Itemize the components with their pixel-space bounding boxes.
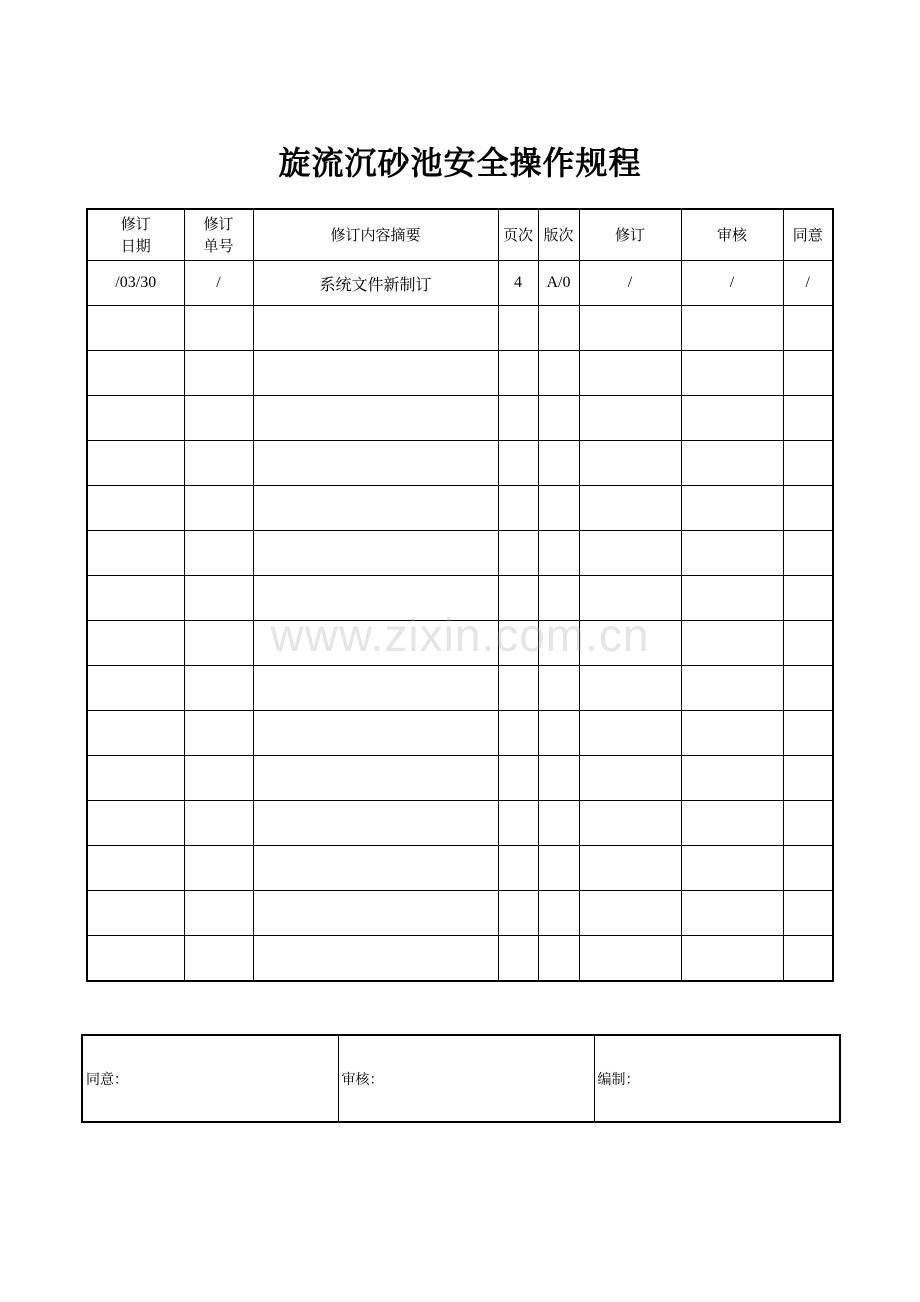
cell-revision-number <box>184 396 253 441</box>
cell-approved-by <box>783 531 833 576</box>
cell-revision-number <box>184 666 253 711</box>
table-row <box>87 531 833 576</box>
cell-reviewed-by <box>681 846 783 891</box>
cell-revision-summary <box>253 531 498 576</box>
signature-table <box>81 1034 841 1123</box>
revision-table-header-row <box>87 209 833 261</box>
cell-revision-number <box>184 531 253 576</box>
cell-version <box>538 396 579 441</box>
cell-approved-by <box>783 441 833 486</box>
cell-revision-date <box>87 711 184 756</box>
cell-revision-number <box>184 621 253 666</box>
cell-revision-number: / <box>184 261 253 306</box>
cell-revised-by <box>579 306 681 351</box>
approve-signature-field[interactable]: 同意： <box>82 1035 338 1122</box>
cell-revision-date <box>87 936 184 982</box>
cell-version <box>538 621 579 666</box>
cell-revision-summary <box>253 936 498 982</box>
cell-revised-by <box>579 756 681 801</box>
header-text: 日期 <box>120 237 151 255</box>
cell-page <box>498 711 538 756</box>
cell-approved-by <box>783 396 833 441</box>
cell-revision-summary <box>253 441 498 486</box>
cell-reviewed-by: / <box>681 261 783 306</box>
cell-revision-summary <box>253 576 498 621</box>
cell-page <box>498 666 538 711</box>
cell-revised-by <box>579 351 681 396</box>
cell-revision-date <box>87 891 184 936</box>
cell-page <box>498 846 538 891</box>
cell-revision-date <box>87 576 184 621</box>
cell-reviewed-by <box>681 531 783 576</box>
cell-version: A/0 <box>538 261 579 306</box>
cell-page <box>498 396 538 441</box>
cell-reviewed-by <box>681 351 783 396</box>
cell-reviewed-by <box>681 891 783 936</box>
cell-page <box>498 936 538 982</box>
table-row <box>87 936 833 982</box>
cell-page <box>498 351 538 396</box>
cell-page <box>498 576 538 621</box>
cell-reviewed-by <box>681 486 783 531</box>
cell-approved-by <box>783 621 833 666</box>
cell-version <box>538 846 579 891</box>
cell-revision-date <box>87 441 184 486</box>
cell-revision-date <box>87 801 184 846</box>
cell-page: 4 <box>498 261 538 306</box>
cell-revision-number <box>184 846 253 891</box>
cell-version <box>538 306 579 351</box>
cell-page <box>498 441 538 486</box>
header-revision-number <box>184 209 253 261</box>
cell-page <box>498 621 538 666</box>
header-revised-by: 修订 <box>579 209 681 261</box>
cell-approved-by: / <box>783 261 833 306</box>
cell-approved-by <box>783 351 833 396</box>
table-row <box>87 621 833 666</box>
cell-page <box>498 486 538 531</box>
cell-revision-summary <box>253 801 498 846</box>
cell-version <box>538 441 579 486</box>
table-row <box>87 396 833 441</box>
cell-page <box>498 531 538 576</box>
cell-revised-by <box>579 486 681 531</box>
cell-revision-summary <box>253 351 498 396</box>
cell-revision-summary <box>253 621 498 666</box>
cell-revision-summary <box>253 666 498 711</box>
cell-revision-number <box>184 801 253 846</box>
cell-revision-summary <box>253 306 498 351</box>
cell-revised-by <box>579 621 681 666</box>
cell-revision-date <box>87 351 184 396</box>
cell-version <box>538 531 579 576</box>
cell-revision-date <box>87 531 184 576</box>
cell-reviewed-by <box>681 396 783 441</box>
cell-revised-by <box>579 711 681 756</box>
prepare-signature-field[interactable]: 编制： <box>594 1035 840 1122</box>
cell-revision-number <box>184 756 253 801</box>
cell-approved-by <box>783 801 833 846</box>
cell-revised-by <box>579 666 681 711</box>
cell-revision-number <box>184 936 253 982</box>
signature-row <box>82 1035 840 1122</box>
table-row <box>87 891 833 936</box>
header-text: 单号 <box>203 237 234 255</box>
cell-approved-by <box>783 936 833 982</box>
cell-revision-number <box>184 576 253 621</box>
header-approved-by: 同意 <box>783 209 833 261</box>
cell-revised-by <box>579 576 681 621</box>
cell-revision-date <box>87 306 184 351</box>
cell-revision-number <box>184 711 253 756</box>
cell-version <box>538 756 579 801</box>
review-signature-field[interactable]: 审核： <box>338 1035 594 1122</box>
cell-revised-by <box>579 936 681 982</box>
cell-approved-by <box>783 576 833 621</box>
cell-version <box>538 666 579 711</box>
cell-approved-by <box>783 846 833 891</box>
cell-reviewed-by <box>681 576 783 621</box>
cell-revised-by <box>579 396 681 441</box>
cell-approved-by <box>783 666 833 711</box>
table-row <box>87 846 833 891</box>
cell-revision-date <box>87 396 184 441</box>
cell-version <box>538 711 579 756</box>
cell-revised-by <box>579 846 681 891</box>
cell-approved-by <box>783 756 833 801</box>
cell-version <box>538 801 579 846</box>
watermark: www.zixin.com.cn <box>270 609 650 661</box>
cell-revision-number <box>184 306 253 351</box>
revision-table <box>86 208 834 982</box>
cell-version <box>538 936 579 982</box>
header-page: 页次 <box>498 209 538 261</box>
header-text: 修订 <box>203 215 234 233</box>
cell-approved-by <box>783 711 833 756</box>
cell-revision-summary <box>253 891 498 936</box>
cell-revision-number <box>184 891 253 936</box>
cell-reviewed-by <box>681 666 783 711</box>
table-row <box>87 441 833 486</box>
table-row <box>87 261 833 306</box>
cell-revision-date <box>87 486 184 531</box>
cell-approved-by <box>783 891 833 936</box>
table-row <box>87 486 833 531</box>
table-row <box>87 306 833 351</box>
header-version: 版次 <box>538 209 579 261</box>
cell-revision-summary <box>253 486 498 531</box>
table-row <box>87 711 833 756</box>
header-revision-summary: 修订内容摘要 <box>253 209 498 261</box>
cell-version <box>538 486 579 531</box>
document-title: 旋流沉砂池安全操作规程 <box>278 144 642 182</box>
cell-reviewed-by <box>681 441 783 486</box>
cell-version <box>538 891 579 936</box>
cell-revision-summary <box>253 396 498 441</box>
header-text: 修订 <box>120 215 151 233</box>
cell-revision-number <box>184 441 253 486</box>
cell-page <box>498 306 538 351</box>
cell-revised-by <box>579 531 681 576</box>
cell-revision-summary: 系统文件新制订 <box>253 261 498 306</box>
cell-revision-date <box>87 846 184 891</box>
cell-revision-summary <box>253 756 498 801</box>
table-row <box>87 576 833 621</box>
cell-page <box>498 801 538 846</box>
table-row <box>87 666 833 711</box>
cell-revised-by <box>579 801 681 846</box>
cell-page <box>498 756 538 801</box>
cell-revised-by <box>579 441 681 486</box>
cell-approved-by <box>783 486 833 531</box>
header-reviewed-by: 审核 <box>681 209 783 261</box>
cell-version <box>538 351 579 396</box>
cell-reviewed-by <box>681 936 783 982</box>
cell-reviewed-by <box>681 801 783 846</box>
header-revision-date <box>87 209 184 261</box>
cell-reviewed-by <box>681 306 783 351</box>
table-row <box>87 801 833 846</box>
cell-revised-by: / <box>579 261 681 306</box>
cell-reviewed-by <box>681 756 783 801</box>
cell-revision-date <box>87 756 184 801</box>
cell-reviewed-by <box>681 621 783 666</box>
cell-reviewed-by <box>681 711 783 756</box>
cell-revised-by <box>579 891 681 936</box>
cell-revision-date <box>87 666 184 711</box>
cell-revision-date <box>87 621 184 666</box>
cell-revision-number <box>184 351 253 396</box>
cell-revision-number <box>184 486 253 531</box>
cell-version <box>538 576 579 621</box>
table-row <box>87 756 833 801</box>
cell-revision-summary <box>253 846 498 891</box>
cell-revision-summary <box>253 711 498 756</box>
cell-page <box>498 891 538 936</box>
cell-revision-date: /03/30 <box>87 261 184 306</box>
cell-approved-by <box>783 306 833 351</box>
table-row <box>87 351 833 396</box>
